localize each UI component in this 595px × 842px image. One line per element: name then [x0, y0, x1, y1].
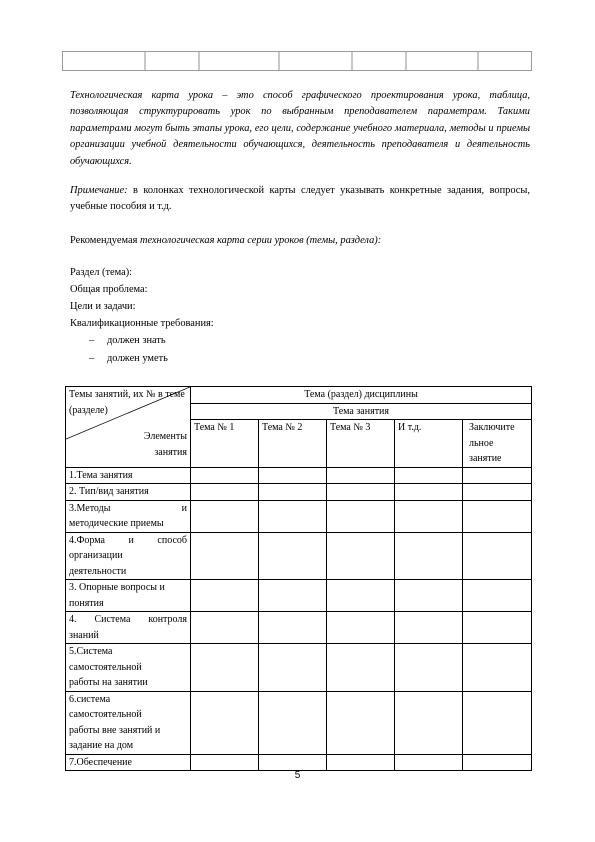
- corner-cell: [66, 387, 191, 468]
- header-cell: [200, 52, 280, 70]
- table-cell[interactable]: [191, 644, 259, 692]
- column-header-line: Заключите: [469, 422, 515, 433]
- table-cell[interactable]: [259, 691, 327, 754]
- table-cell[interactable]: [463, 500, 532, 532]
- row-label: 1.Тема занятия: [66, 467, 191, 484]
- page-number: 5: [294, 770, 301, 781]
- table-cell[interactable]: [395, 484, 463, 501]
- corner-bottom-line: занятия: [154, 446, 187, 458]
- table-cell[interactable]: [395, 500, 463, 532]
- table-cell[interactable]: [327, 691, 395, 754]
- table-row: [66, 467, 532, 484]
- column-header-line: льное: [469, 437, 494, 449]
- field-problem: Общая проблема:: [70, 284, 148, 295]
- table-cell[interactable]: [463, 612, 532, 644]
- field-requirements: Квалификационные требования:: [70, 318, 214, 329]
- row-label-part: и: [128, 534, 134, 546]
- column-header: Тема № 1: [191, 420, 259, 468]
- note-paragraph: [70, 183, 530, 216]
- row-label: 4. Система контроля знаний: [66, 612, 191, 644]
- table-cell[interactable]: [259, 612, 327, 644]
- table-cell[interactable]: [395, 644, 463, 692]
- row-label-part: организации: [69, 550, 123, 561]
- recommended-italic: технологическая карта серии уроков (темы, раздела):: [139, 235, 382, 246]
- table-row: [66, 612, 532, 644]
- row-label: [66, 500, 191, 532]
- table-cell[interactable]: [327, 532, 395, 580]
- table-cell[interactable]: [191, 691, 259, 754]
- table-cell[interactable]: [259, 532, 327, 580]
- table-cell[interactable]: [463, 467, 532, 484]
- table-cell[interactable]: [327, 644, 395, 692]
- row-label-part: и: [181, 502, 187, 514]
- table-cell[interactable]: [395, 612, 463, 644]
- row-label: 7.Обеспечение: [66, 754, 191, 771]
- header-cell: [479, 52, 531, 70]
- table-cell[interactable]: [463, 691, 532, 754]
- bullet-text: должен знать: [107, 335, 166, 346]
- header-cell: [146, 52, 200, 70]
- table-cell[interactable]: [259, 644, 327, 692]
- table-cell[interactable]: [327, 580, 395, 612]
- table-cell[interactable]: [259, 467, 327, 484]
- row-label-part: задание на дом: [69, 740, 134, 751]
- table-cell[interactable]: [463, 484, 532, 501]
- row-label-part: методические приемы: [69, 518, 164, 529]
- table-cell[interactable]: [259, 580, 327, 612]
- table-cell[interactable]: [395, 467, 463, 484]
- bullet-text: должен уметь: [107, 353, 168, 364]
- note-text: в колонках технологической карты следует указывать конкретные задания, вопросы, учебные пособия и т.д.: [70, 185, 530, 213]
- table-cell[interactable]: [395, 532, 463, 580]
- field-goals: Цели и задачи:: [70, 301, 136, 312]
- table-cell[interactable]: [259, 754, 327, 771]
- tech-map-table: [65, 386, 532, 771]
- table-cell[interactable]: [259, 484, 327, 501]
- table-cell[interactable]: [327, 612, 395, 644]
- header-cell: [280, 52, 353, 70]
- table-row: [66, 500, 532, 532]
- table-cell[interactable]: [463, 532, 532, 580]
- row-label-part: 4.Форма: [69, 534, 105, 546]
- table-cell[interactable]: [191, 532, 259, 580]
- corner-bottom-line: Элементы: [143, 431, 187, 442]
- row-label: 3. Опорные вопросы и понятия: [66, 580, 191, 612]
- note-label: Примечание:: [70, 185, 128, 196]
- header-cell: [407, 52, 479, 70]
- table-cell[interactable]: [327, 467, 395, 484]
- recommended-prefix: Рекомендуемая: [70, 235, 140, 246]
- table-cell[interactable]: [395, 754, 463, 771]
- table-cell[interactable]: [191, 754, 259, 771]
- row-label: 2. Тип/вид занятия: [66, 484, 191, 501]
- row-label-part: работы на занятии: [69, 677, 148, 688]
- bullet-must-do: [89, 351, 168, 367]
- row-label-part: самостоятельной: [69, 661, 142, 673]
- row-label: [66, 644, 191, 692]
- table-cell[interactable]: [259, 500, 327, 532]
- header-cell: [353, 52, 407, 70]
- row-label-part: 5.Система: [69, 646, 113, 657]
- table-cell[interactable]: [327, 484, 395, 501]
- table-cell[interactable]: [463, 754, 532, 771]
- definition-paragraph: Технологическая карта урока – это способ графического проектирования урока, таблица, позволяющая структурировать урок по выбранным преподавателем параметрам. Такими параметрами могут быть этапы урока, его цели, содержание учебного материала, методы и приемы организации учебной деятельности обучающихся, деятельность преподавателя и деятельность обучающихся.: [70, 90, 530, 167]
- row-label-part: деятельности: [69, 565, 127, 577]
- row-label-part: 6.система: [69, 693, 111, 705]
- table-cell[interactable]: [463, 644, 532, 692]
- table-cell[interactable]: [327, 754, 395, 771]
- row-label-part: работы вне занятий и: [69, 724, 161, 736]
- corner-top-label: Темы занятий, их № в теме (разделе): [69, 389, 185, 416]
- header-table: [62, 51, 532, 71]
- corner-bottom-label: [144, 429, 187, 460]
- table-cell[interactable]: [395, 580, 463, 612]
- table-cell[interactable]: [191, 612, 259, 644]
- field-section: Раздел (тема):: [70, 267, 133, 278]
- table-row: [66, 754, 532, 771]
- header-cell: [63, 52, 146, 70]
- table-cell[interactable]: [191, 467, 259, 484]
- table-row: [66, 532, 532, 580]
- row-label-part: самостоятельной: [69, 709, 142, 720]
- column-header: Тема № 2: [259, 420, 327, 468]
- table-cell[interactable]: [395, 691, 463, 754]
- recommended-heading: [70, 233, 530, 249]
- header-lesson-topic: Тема занятия: [191, 403, 532, 420]
- column-header: [463, 420, 532, 468]
- column-header: И т.д.: [395, 420, 463, 468]
- table-row: [66, 484, 532, 501]
- dash: –: [89, 335, 95, 346]
- row-label: [66, 691, 191, 754]
- table-row: [66, 580, 532, 612]
- row-label-part: способ: [157, 534, 187, 546]
- table-cell[interactable]: [191, 484, 259, 501]
- table-row: [66, 644, 532, 692]
- row-label-part: 3.Методы: [69, 502, 111, 514]
- table-row: [66, 691, 532, 754]
- table-cell[interactable]: [463, 580, 532, 612]
- table-cell[interactable]: [327, 500, 395, 532]
- bullet-must-know: [89, 333, 166, 349]
- column-header-line: занятие: [469, 453, 502, 464]
- column-header: Тема № 3: [327, 420, 395, 468]
- table-cell[interactable]: [191, 500, 259, 532]
- dash: –: [89, 353, 95, 364]
- header-discipline: Тема (раздел) дисциплины: [191, 387, 532, 404]
- table-cell[interactable]: [191, 580, 259, 612]
- row-label: [66, 532, 191, 580]
